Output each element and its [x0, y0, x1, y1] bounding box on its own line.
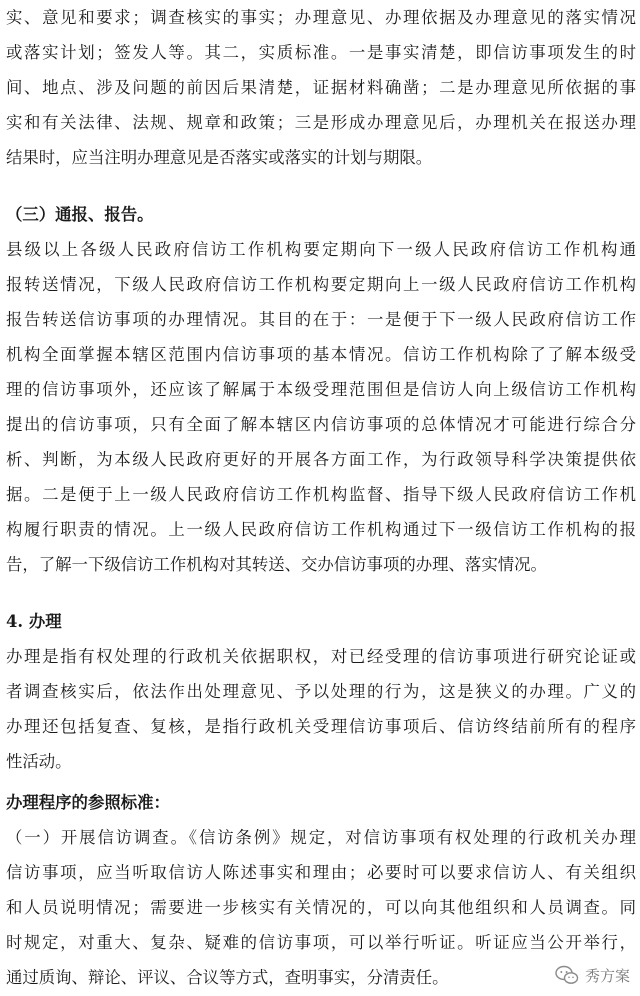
text-line: 办理还包括复查、复核，是指行政机关受理信访事项后、信访终结前所有的程序 — [6, 717, 636, 736]
text-line: 告，了解一下级信访工作机构对其转送、交办信访事项的办理、落实情况。 — [6, 555, 547, 574]
text-line: 理的信访事项外，还应该了解属于本级受理范围但是信访人向上级信访工作机构 — [6, 380, 636, 399]
wechat-icon — [555, 965, 579, 985]
text-line: 实、意见和要求；调查核实的事实；办理意见、办理依据及办理意见的落实情况 — [6, 8, 636, 27]
text-line: 县级以上各级人民政府信访工作机构要定期向下一级人民政府信访工作机构通 — [6, 240, 636, 259]
section-heading: 办理程序的参照标准： — [6, 793, 170, 812]
text-line: 通过质询、辩论、评议、合议等方式，查明事实，分清责任。 — [6, 968, 449, 987]
text-line: 报转送情况，下级人民政府信访工作机构要定期向上一级人民政府信访工作机构 — [6, 275, 636, 294]
text-line: 和人员说明情况；需要进一步核实有关情况的，可以向其他组织和人员调查。同 — [6, 898, 636, 917]
watermark — [555, 962, 630, 988]
text-line: （一）开展信访调查。《信访条例》规定，对信访事项有权处理的行政机关办理 — [6, 828, 636, 847]
text-line: 机构全面掌握本辖区范围内信访事项的基本情况。信访工作机构除了了解本级受 — [6, 345, 636, 364]
watermark-text: 秀方案 — [584, 966, 630, 985]
text-line: 信访事项，应当听取信访人陈述事实和理由；必要时可以要求信访人、有关组织 — [6, 863, 636, 882]
text-line: 结果时，应当注明办理意见是否落实或落实的计划与期限。 — [6, 148, 433, 167]
text-line: 提出的信访事项，只有全面了解本辖区内信访事项的总体情况才可能进行综合分 — [6, 415, 636, 434]
text-line: 办理是指有权处理的行政机关依据职权，对已经受理的信访事项进行研究论证或 — [6, 647, 636, 666]
text-line: 间、地点、涉及问题的前因后果清楚，证据材料确凿；二是办理意见所依据的事 — [6, 78, 636, 97]
section-heading: （三）通报、报告。 — [6, 205, 154, 224]
text-line: 报告转送信访事项的办理情况。其目的在于：一是便于下一级人民政府信访工作 — [6, 310, 636, 329]
text-line: 或落实计划；签发人等。其二，实质标准。一是事实清楚，即信访事项发生的时 — [6, 43, 636, 62]
text-line: 者调查核实后，依法作出处理意见、予以处理的行为，这是狭义的办理。广义的 — [6, 682, 636, 701]
text-line: 据。二是便于上一级人民政府信访工作机构监督、指导下级人民政府信访工作机 — [6, 485, 636, 504]
text-line: 时规定，对重大、复杂、疑难的信访事项，可以举行听证。听证应当公开举行， — [6, 933, 636, 952]
text-line: 实和有关法律、法规、规章和政策；三是形成办理意见后，办理机关在报送办理 — [6, 113, 636, 132]
text-line: 性活动。 — [6, 752, 72, 771]
text-line: 析、判断，为本级人民政府更好的开展各方面工作，为行政领导科学决策提供依 — [6, 450, 636, 469]
text-line: 构履行职责的情况。上一级人民政府信访工作机构通过下一级信访工作机构的报 — [6, 520, 636, 539]
section-heading: 4. 办理 — [6, 612, 62, 631]
